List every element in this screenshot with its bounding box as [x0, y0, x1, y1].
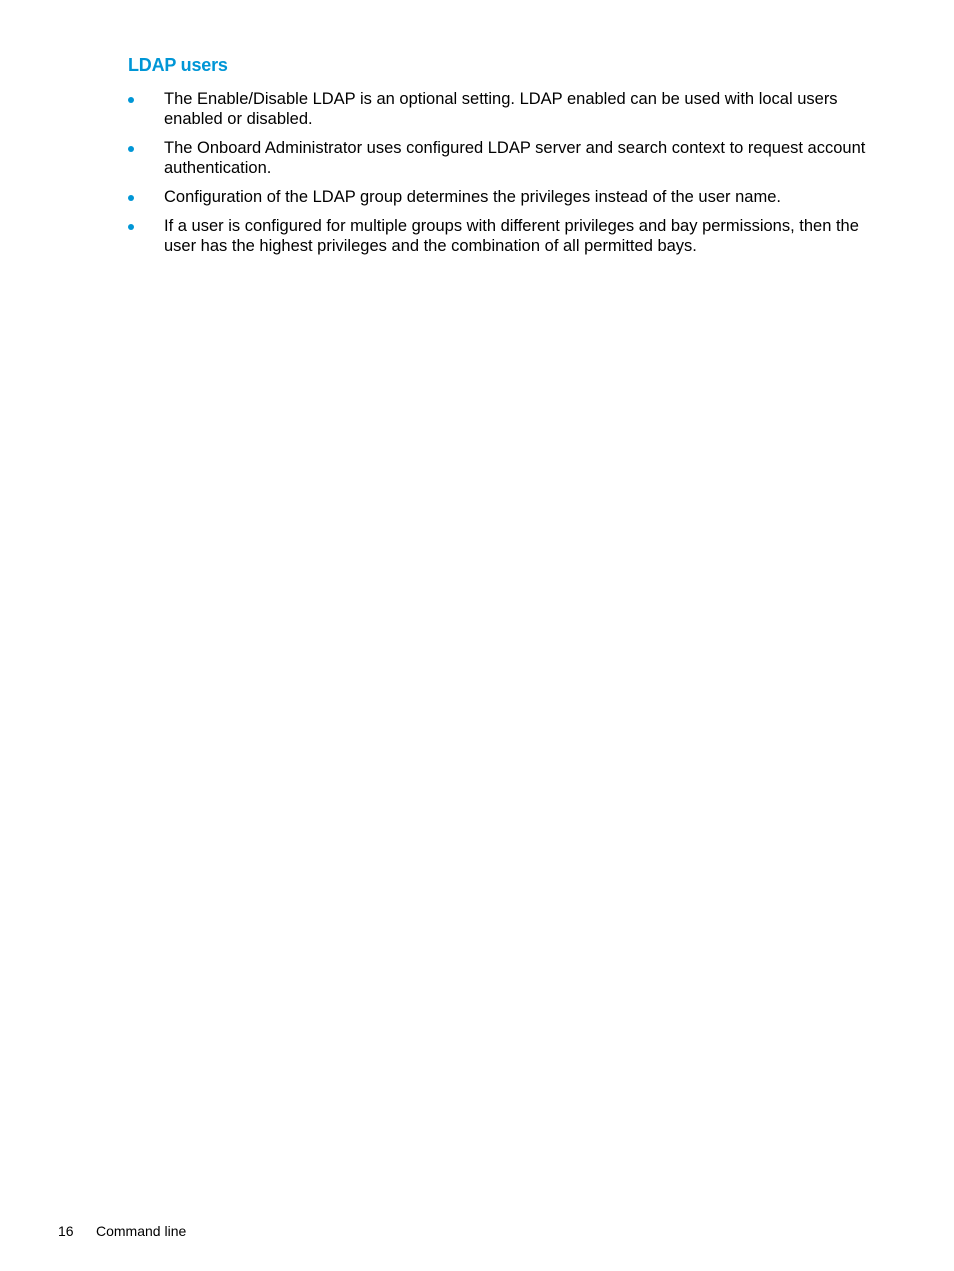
list-item: [128, 187, 878, 207]
list-item-text: If a user is configured for multiple groups with different privileges and bay permissions, then the user has the highest privileges and the combination of all permitted bays.: [164, 217, 859, 255]
list-item-text: The Enable/Disable LDAP is an optional setting. LDAP enabled can be used with local users enabled or disabled.: [164, 90, 838, 128]
list-item-text: Configuration of the LDAP group determines the privileges instead of the user name.: [164, 188, 781, 206]
bullet-icon: [128, 224, 134, 230]
list-item: [128, 216, 878, 256]
bullet-icon: [128, 146, 134, 152]
list-item: [128, 89, 878, 129]
page-number: 16: [58, 1223, 74, 1239]
page-footer: [58, 1222, 186, 1240]
bullet-list: [128, 89, 878, 265]
section-heading: LDAP users: [128, 55, 228, 75]
bullet-icon: [128, 97, 134, 103]
list-item-text: The Onboard Administrator uses configured LDAP server and search context to request account authentication.: [164, 139, 866, 177]
chapter-title: Command line: [96, 1223, 187, 1239]
bullet-icon: [128, 195, 134, 201]
list-item: [128, 138, 878, 178]
